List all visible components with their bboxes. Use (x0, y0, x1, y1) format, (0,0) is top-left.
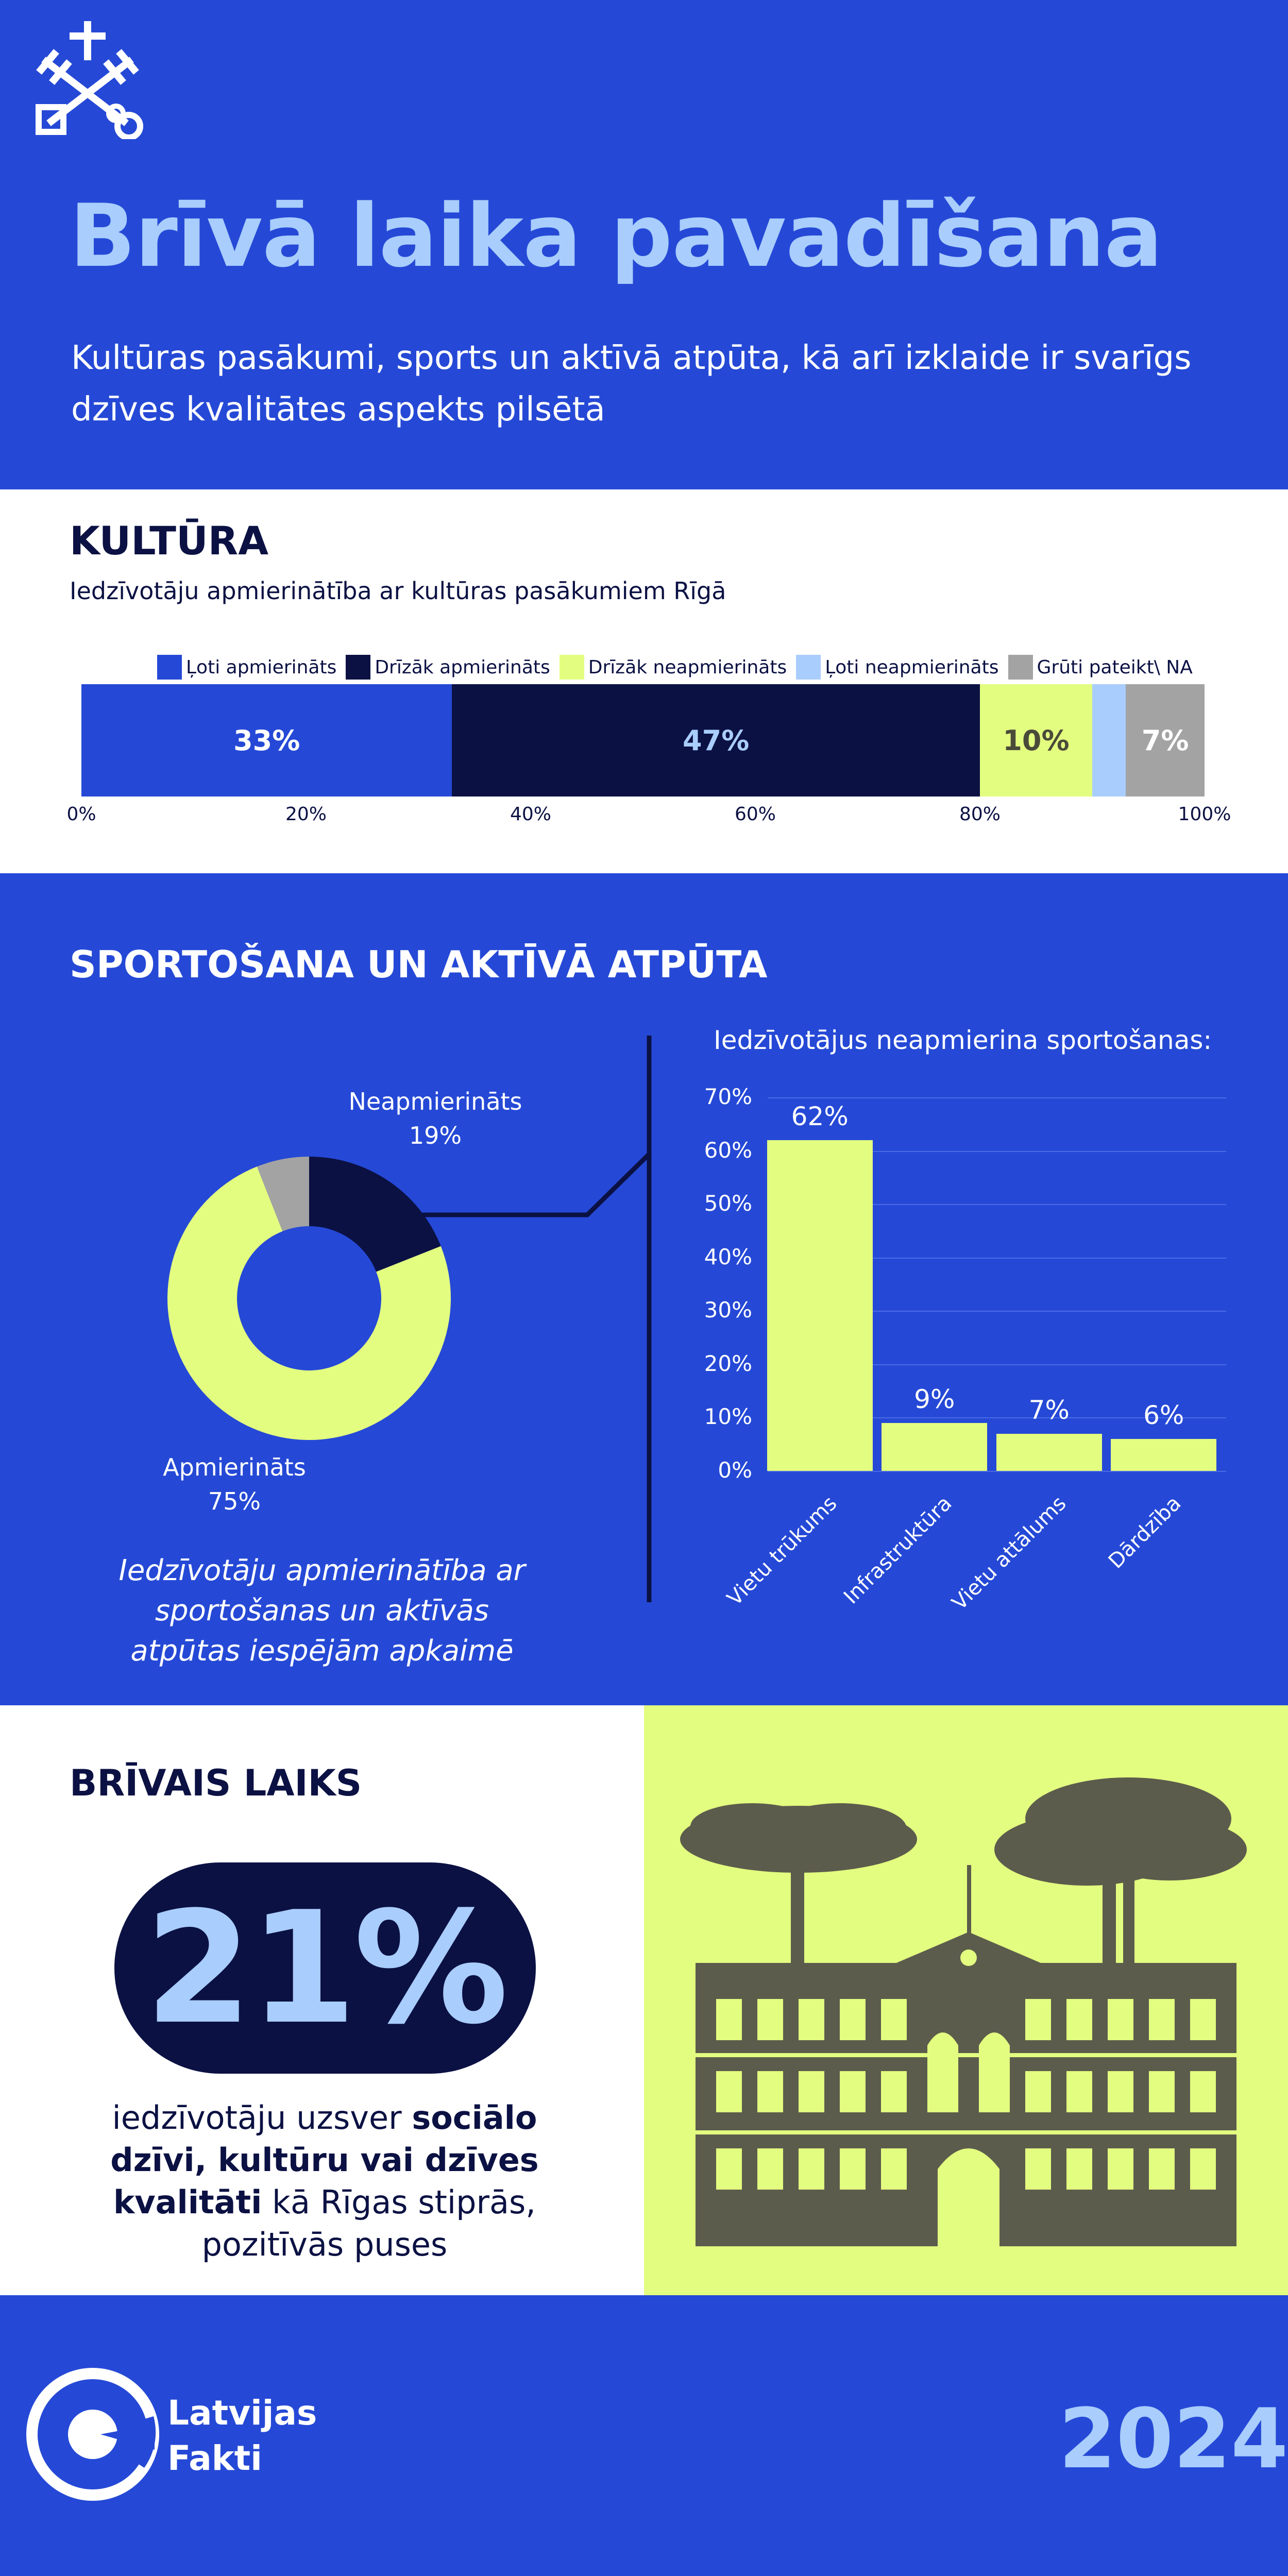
donut-label-pos (139, 1450, 330, 1518)
bar (882, 1423, 987, 1471)
stacked-bar-segment: 33% (81, 684, 452, 796)
page-subtitle: Kultūras pasākumi, sports un aktīvā atpūta, kā arī izklaide ir svarīgs dzīves kvalitātes aspekts pilsētā (71, 339, 1192, 429)
brand-name (167, 2391, 317, 2481)
culture-subtitle: Iedzīvotāju apmierinātība ar kultūras pasākumiem Rīgā (70, 577, 726, 605)
culture-title: KULTŪRA (70, 518, 269, 564)
legend-item (157, 655, 336, 680)
free-time-big-number-pill (114, 1862, 536, 2074)
bar-value-label: 9% (914, 1384, 955, 1414)
bar-value-label: 7% (1028, 1395, 1070, 1425)
y-tick-label: 60% (704, 1137, 752, 1163)
page-title: Brīvā laika pavadīšana (70, 185, 1162, 286)
stacked-bar-segment: 47% (452, 684, 980, 796)
bar-value-label: 6% (1143, 1400, 1184, 1430)
x-tick-label: 80% (959, 804, 1001, 825)
bar (767, 1140, 873, 1471)
legend-label: Ļoti neapmierināts (825, 656, 999, 678)
x-tick-label: 60% (734, 804, 776, 825)
culture-stacked-bar (81, 684, 1205, 796)
y-tick-label: 10% (704, 1404, 752, 1430)
free-time-description (93, 2097, 556, 2266)
latvijas-fakti-logo-icon (26, 2367, 160, 2501)
stacked-bar-segment: 10% (980, 684, 1092, 796)
grid-line (768, 1471, 1226, 1472)
legend-label: Ļoti apmierināts (186, 656, 337, 678)
legend-label: Grūti pateikt\ NA (1037, 656, 1193, 678)
culture-legend (157, 654, 1193, 680)
bar (1111, 1439, 1216, 1471)
donut-label-neg-name: Neapmierināts (348, 1088, 522, 1115)
legend-item (1008, 655, 1193, 680)
grid-line (768, 1097, 1226, 1098)
y-tick-label: 30% (704, 1297, 752, 1323)
riga-crossed-keys-icon (26, 21, 149, 139)
free-time-text-after: kā Rīgas stiprās, pozitīvās puses (201, 2183, 536, 2263)
legend-swatch (796, 655, 821, 680)
legend-item (560, 655, 787, 680)
y-tick-label: 70% (704, 1084, 752, 1109)
y-tick-label: 20% (704, 1350, 752, 1376)
x-tick-label: 40% (510, 804, 552, 825)
donut-label-neg (340, 1084, 531, 1153)
x-tick-label: 100% (1178, 804, 1231, 825)
riga-building-with-trees-icon (675, 1777, 1257, 2251)
bar-chart-title: Iedzīvotājus neapmierina sportošanas: (714, 1025, 1212, 1055)
donut-caption: Iedzīvotāju apmierinātība ar sportošanas un aktīvās atpūtas iespējām apkaimē (118, 1554, 526, 1668)
donut-label-neg-value: 19% (409, 1122, 462, 1149)
bar-category-label: Infrastruktūra (839, 1492, 957, 1609)
legend-swatch (560, 655, 584, 680)
free-time-text-bold: sociālo dzīvi, kultūru vai dzīves kvalitāti (110, 2099, 539, 2221)
legend-label: Drīzāk neapmierināts (588, 656, 787, 678)
bar-category-label: Vietu attālums (947, 1492, 1071, 1615)
x-tick-label: 0% (66, 804, 96, 825)
report-year: 2024 (1059, 2391, 1288, 2487)
brand-line-1: Latvijas (167, 2393, 317, 2433)
legend-label: Drīzāk apmierināts (375, 656, 550, 678)
stacked-bar-segment (1092, 684, 1126, 796)
bar-category-label: Vietu trūkums (722, 1492, 842, 1611)
y-tick-label: 0% (718, 1458, 752, 1483)
stacked-bar-segment: 7% (1126, 684, 1205, 796)
free-time-text-before: iedzīvotāju uzsver (112, 2099, 412, 2137)
donut-label-pos-name: Apmierināts (163, 1453, 306, 1481)
legend-swatch (346, 655, 370, 680)
donut-label-pos-value: 75% (208, 1487, 261, 1515)
y-tick-label: 50% (704, 1191, 752, 1216)
bar (996, 1434, 1102, 1471)
legend-swatch (1008, 655, 1033, 680)
sport-donut-chart (155, 1144, 464, 1453)
free-time-title: BRĪVAIS LAIKS (70, 1762, 362, 1804)
legend-item (796, 655, 998, 680)
free-time-big-number: 21% (144, 1878, 506, 2058)
sport-title: SPORTOŠANA UN AKTĪVĀ ATPŪTA (70, 943, 768, 986)
legend-swatch (157, 655, 182, 680)
y-tick-label: 40% (704, 1244, 752, 1269)
legend-item (346, 655, 550, 680)
bar-category-label: Dārdzība (1104, 1492, 1186, 1573)
x-tick-label: 20% (285, 804, 327, 825)
brand-line-2: Fakti (167, 2438, 262, 2478)
bar-value-label: 62% (791, 1101, 849, 1131)
